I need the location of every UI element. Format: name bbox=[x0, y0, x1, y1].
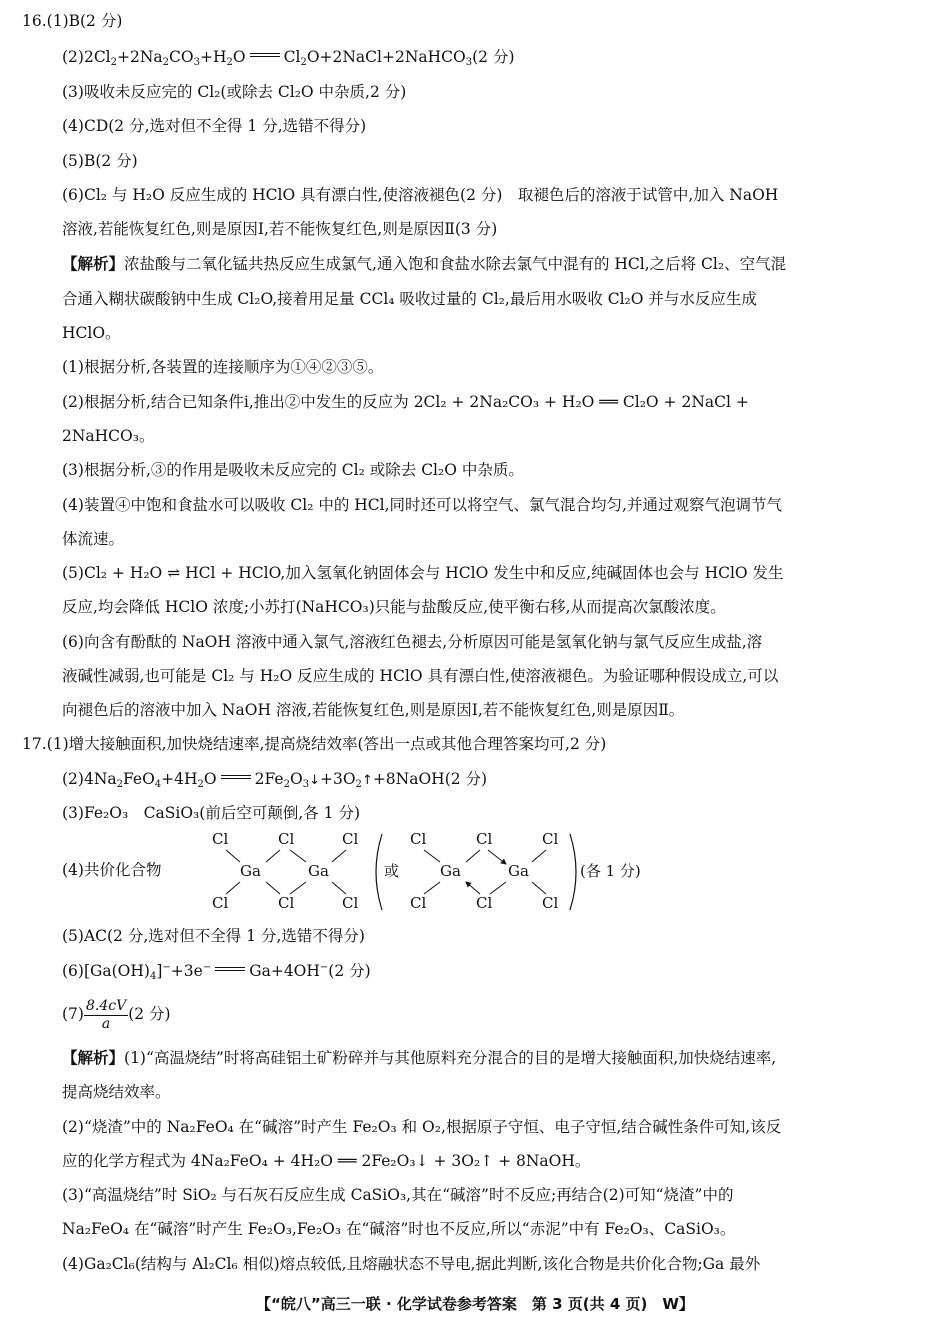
q17-analysis-2-line1: (2)“烧渣”中的 Na₂FeO₄ 在“碱溶”时产生 Fe₂O₃ 和 O₂,根据原子守恒、电子守恒,结合碱性条件可知,该反 bbox=[62, 1118, 782, 1136]
q16-explain-6-line2: 液碱性减弱,也可能是 Cl₂ 与 H₂O 反应生成的 HClO 具有漂白性,使溶液褪色。为验证哪种假设成立,可以 bbox=[62, 667, 779, 685]
cl-atom: Cl bbox=[212, 894, 229, 912]
cl-atom: Cl bbox=[542, 830, 559, 848]
q16-explain-3: (3)根据分析,③的作用是吸收未反应完的 Cl₂ 或除去 Cl₂O 中杂质。 bbox=[62, 461, 524, 479]
q16-explain-5-line1: (5)Cl₂ + H₂O ⇌ HCl + HClO,加入氢氧化钠固体会与 HClO 发生中和反应,纯碱固体也会与 HClO 发生 bbox=[62, 564, 784, 582]
q16-answer-6-line2: 溶液,若能恢复红色,则是原因Ⅰ,若不能恢复红色,则是原因Ⅱ(3 分) bbox=[62, 220, 498, 238]
q16-explain-2-line1: (2)根据分析,结合已知条件ⅰ,推出②中发生的反应为 2Cl₂ + 2Na₂CO₃ + H₂O ══ Cl₂O + 2NaCl + bbox=[62, 393, 749, 411]
cl-atom: Cl bbox=[212, 830, 229, 848]
q16-explain-6-line3: 向褪色后的溶液中加入 NaOH 溶液,若能恢复红色,则是原因Ⅰ,若不能恢复红色,则是原因Ⅱ。 bbox=[62, 701, 685, 719]
q16-explain-4-line1: (4)装置④中饱和食盐水可以吸收 Cl₂ 中的 HCl,同时还可以将空气、氯气混合均匀,并通过观察气泡调节气 bbox=[62, 496, 782, 514]
ga-atom: Ga bbox=[308, 862, 329, 880]
ga-atom: Ga bbox=[508, 862, 529, 880]
q17-analysis-4-line1: (4)Ga₂Cl₆(结构与 Al₂Cl₆ 相似)熔点较低,且熔融状态不导电,据此判断,该化合物是共价化合物;Ga 最外 bbox=[62, 1255, 761, 1273]
cl-atom: Cl bbox=[342, 894, 359, 912]
structure-coordinate bbox=[410, 830, 558, 912]
q17-answer-6: $(6)[Ga(OH)_4]^-+3e^-$ Ga+4OH−(2 分) bbox=[62, 962, 371, 982]
q16-explain-1: (1)根据分析,各装置的连接顺序为①④②③⑤。 bbox=[62, 358, 384, 376]
q16-analysis-line1: 【解析】浓盐酸与二氧化锰共热反应生成氯气,通入饱和食盐水除去氯气中混有的 HCl,之后将 Cl₂、空气混 bbox=[62, 254, 787, 273]
q17-answer-2: $(2)4Na_2FeO_4+4H_2O$ $2Fe_2O_3↓+3O_2↑+8NaOH(2$ 分) bbox=[62, 770, 488, 790]
q16-analysis-line2: 合通入糊状碳酸钠中生成 Cl₂O,接着用足量 CCl₄ 吸收过量的 Cl₂,最后用水吸收 Cl₂O 并与水反应生成 bbox=[62, 290, 757, 308]
page-footer: 【“皖八”高三一联 · 化学试卷参考答案 第 3 页(共 4 页) W】 bbox=[256, 1295, 694, 1313]
or-label: 或 bbox=[384, 862, 400, 880]
q17-analysis-3-line2: Na₂FeO₄ 在“碱溶”时产生 Fe₂O₃,Fe₂O₃ 在“碱溶”时也不反应,所以“赤泥”中有 Fe₂O₃、CaSiO₃。 bbox=[62, 1220, 736, 1238]
cl-atom: Cl bbox=[476, 830, 493, 848]
q17-analysis-3-line1: (3)“高温烧结”时 SiO₂ 与石灰石反应生成 CaSiO₃,其在“碱溶”时不反应;再结合(2)可知“烧渣”中的 bbox=[62, 1186, 734, 1204]
q17-answer-3: (3)Fe₂O₃ CaSiO₃(前后空可颠倒,各 1 分) bbox=[62, 804, 361, 822]
q16-explain-5-line2: 反应,均会降低 HClO 浓度;小苏打(NaHCO₃)只能与盐酸反应,使平衡右移,从而提高次氯酸浓度。 bbox=[62, 598, 726, 616]
cl-atom: Cl bbox=[278, 830, 295, 848]
q16-explain-4-line2: 体流速。 bbox=[62, 530, 125, 548]
analysis-tag: 【解析】 bbox=[62, 254, 125, 273]
cl-atom: Cl bbox=[410, 894, 427, 912]
cl-atom: Cl bbox=[278, 894, 295, 912]
analysis-tag: 【解析】 bbox=[62, 1048, 125, 1067]
q16-answer-5: (5)B(2 分) bbox=[62, 152, 138, 170]
cl-atom: Cl bbox=[542, 894, 559, 912]
structure-bridge bbox=[212, 830, 358, 912]
q16-answer-3: (3)吸收未反应完的 Cl₂(或除去 Cl₂O 中杂质,2 分) bbox=[62, 83, 407, 101]
q16-answer-6-line1: (6)Cl₂ 与 H₂O 反应生成的 HClO 具有漂白性,使溶液褪色(2 分) 取褪色后的溶液于试管中,加入 NaOH bbox=[62, 186, 779, 204]
q16-explain-6-line1: (6)向含有酚酞的 NaOH 溶液中通入氯气,溶液红色褪去,分析原因可能是氢氧化钠与氯气反应生成盐,溶 bbox=[62, 633, 763, 651]
q17-analysis-2-line2: 应的化学方程式为 4Na₂FeO₄ + 4H₂O ══ 2Fe₂O₃↓ + 3O₂↑ + 8NaOH。 bbox=[62, 1152, 591, 1170]
fraction: $\frac{8.4cV}{a}$ bbox=[85, 997, 127, 1032]
q17-answer-4-label: (4)共价化合物 bbox=[62, 861, 162, 879]
ga2cl6-structures bbox=[190, 826, 720, 916]
q17-answer-5: (5)AC(2 分,选对但不全得 1 分,选错不得分) bbox=[62, 927, 365, 945]
q16-number: 16.(1)B(2 分) bbox=[22, 12, 123, 30]
q17-answer-4-score: (各 1 分) bbox=[580, 862, 641, 880]
q17-analysis-1-line2: 提高烧结效率。 bbox=[62, 1083, 171, 1101]
q17-analysis-1-line1: 【解析】(1)“高温烧结”时将高硅铝土矿粉碎并与其他原料充分混合的目的是增大接触面积,加快烧结速率, bbox=[62, 1048, 777, 1067]
cl-atom: Cl bbox=[410, 830, 427, 848]
cl-atom: Cl bbox=[476, 894, 493, 912]
q16-explain-2-line2: 2NaHCO₃。 bbox=[62, 427, 155, 445]
q16-answer-2: $(2)2Cl_2+2Na_2CO_3+H_2O$ $Cl_2O+2NaCl+2NaHCO_3(2$ 分) bbox=[62, 48, 515, 68]
ga-atom: Ga bbox=[240, 862, 261, 880]
ga-atom: Ga bbox=[440, 862, 461, 880]
q16-answer-4: (4)CD(2 分,选对但不全得 1 分,选错不得分) bbox=[62, 117, 367, 135]
q17-answer-1: 17.(1)增大接触面积,加快烧结速率,提高烧结效率(答出一点或其他合理答案均可,2 分) bbox=[22, 735, 607, 753]
q17-answer-7: (7) $\frac{8.4cV}{a}$ (2 分) bbox=[62, 997, 171, 1032]
q16-analysis-line3: HClO。 bbox=[62, 324, 121, 342]
cl-atom: Cl bbox=[342, 830, 359, 848]
